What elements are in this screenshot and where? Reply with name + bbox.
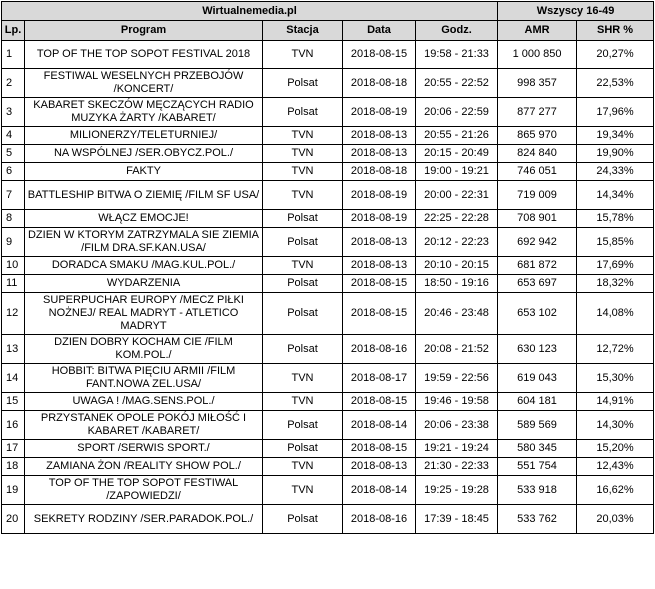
table-row — [2, 127, 654, 145]
group-header: Wszyscy 16-49 — [498, 2, 654, 21]
shr-value: 17,96% — [577, 98, 654, 127]
col-header-program: Program — [25, 21, 263, 41]
header-row-columns — [2, 21, 654, 41]
amr-value: 619 043 — [498, 364, 577, 393]
air-date: 2018-08-15 — [343, 440, 416, 458]
program-name: WŁĄCZ EMOCJE! — [25, 210, 263, 228]
amr-value: 865 970 — [498, 127, 577, 145]
amr-value: 604 181 — [498, 393, 577, 411]
station: TVN — [263, 163, 343, 181]
program-name: SUPERPUCHAR EUROPY /MECZ PIŁKI NOŻNEJ/ REAL MADRYT - ATLETICO MADRYT — [25, 293, 263, 335]
amr-value: 533 762 — [498, 505, 577, 534]
table-row — [2, 505, 654, 534]
station: Polsat — [263, 210, 343, 228]
shr-value: 19,90% — [577, 145, 654, 163]
ratings-table — [1, 1, 654, 534]
table-row — [2, 335, 654, 364]
amr-value: 824 840 — [498, 145, 577, 163]
air-time: 19:00 - 19:21 — [416, 163, 498, 181]
shr-value: 22,53% — [577, 69, 654, 98]
table-row — [2, 411, 654, 440]
shr-value: 12,72% — [577, 335, 654, 364]
air-date: 2018-08-15 — [343, 393, 416, 411]
amr-value: 681 872 — [498, 257, 577, 275]
row-number: 12 — [2, 293, 25, 335]
shr-value: 19,34% — [577, 127, 654, 145]
row-number: 3 — [2, 98, 25, 127]
amr-value: 877 277 — [498, 98, 577, 127]
program-name: UWAGA ! /MAG.SENS.POL./ — [25, 393, 263, 411]
station: Polsat — [263, 98, 343, 127]
program-name: FESTIWAL WESELNYCH PRZEBOJÓW /KONCERT/ — [25, 69, 263, 98]
table-row — [2, 393, 654, 411]
row-number: 20 — [2, 505, 25, 534]
air-date: 2018-08-15 — [343, 293, 416, 335]
amr-value: 708 901 — [498, 210, 577, 228]
amr-value: 746 051 — [498, 163, 577, 181]
amr-value: 580 345 — [498, 440, 577, 458]
col-header-data: Data — [343, 21, 416, 41]
air-date: 2018-08-13 — [343, 228, 416, 257]
program-name: SEKRETY RODZINY /SER.PARADOK.POL./ — [25, 505, 263, 534]
row-number: 4 — [2, 127, 25, 145]
amr-value: 589 569 — [498, 411, 577, 440]
air-time: 17:39 - 18:45 — [416, 505, 498, 534]
program-name: DORADCA SMAKU /MAG.KUL.POL./ — [25, 257, 263, 275]
air-date: 2018-08-14 — [343, 411, 416, 440]
station: Polsat — [263, 228, 343, 257]
air-time: 19:58 - 21:33 — [416, 41, 498, 69]
row-number: 17 — [2, 440, 25, 458]
program-name: DZIEN DOBRY KOCHAM CIE /FILM KOM.POL./ — [25, 335, 263, 364]
station: TVN — [263, 458, 343, 476]
air-time: 20:55 - 22:52 — [416, 69, 498, 98]
table-row — [2, 69, 654, 98]
station: TVN — [263, 393, 343, 411]
air-date: 2018-08-13 — [343, 458, 416, 476]
station: TVN — [263, 41, 343, 69]
air-date: 2018-08-13 — [343, 127, 416, 145]
table-body — [2, 41, 654, 534]
amr-value: 630 123 — [498, 335, 577, 364]
program-name: TOP OF THE TOP SOPOT FESTIVAL 2018 — [25, 41, 263, 69]
shr-value: 20,27% — [577, 41, 654, 69]
air-date: 2018-08-16 — [343, 335, 416, 364]
program-name: TOP OF THE TOP SOPOT FESTIWAL /ZAPOWIEDZI/ — [25, 476, 263, 505]
table-row — [2, 145, 654, 163]
station: TVN — [263, 181, 343, 210]
shr-value: 15,20% — [577, 440, 654, 458]
shr-value: 14,91% — [577, 393, 654, 411]
air-time: 18:50 - 19:16 — [416, 275, 498, 293]
table-row — [2, 210, 654, 228]
program-name: FAKTY — [25, 163, 263, 181]
air-time: 20:06 - 23:38 — [416, 411, 498, 440]
air-time: 20:08 - 21:52 — [416, 335, 498, 364]
table-row — [2, 364, 654, 393]
air-date: 2018-08-15 — [343, 275, 416, 293]
col-header-lp: Lp. — [2, 21, 25, 41]
station: TVN — [263, 127, 343, 145]
shr-value: 15,30% — [577, 364, 654, 393]
col-header-godz: Godz. — [416, 21, 498, 41]
station: TVN — [263, 257, 343, 275]
amr-value: 533 918 — [498, 476, 577, 505]
row-number: 8 — [2, 210, 25, 228]
row-number: 9 — [2, 228, 25, 257]
shr-value: 15,78% — [577, 210, 654, 228]
row-number: 15 — [2, 393, 25, 411]
amr-value: 551 754 — [498, 458, 577, 476]
station: Polsat — [263, 293, 343, 335]
row-number: 14 — [2, 364, 25, 393]
row-number: 5 — [2, 145, 25, 163]
air-date: 2018-08-13 — [343, 257, 416, 275]
air-time: 20:06 - 22:59 — [416, 98, 498, 127]
air-time: 19:25 - 19:28 — [416, 476, 498, 505]
table-row — [2, 163, 654, 181]
air-time: 20:12 - 22:23 — [416, 228, 498, 257]
air-date: 2018-08-17 — [343, 364, 416, 393]
row-number: 16 — [2, 411, 25, 440]
air-date: 2018-08-18 — [343, 69, 416, 98]
air-time: 20:15 - 20:49 — [416, 145, 498, 163]
station: Polsat — [263, 335, 343, 364]
shr-value: 14,34% — [577, 181, 654, 210]
row-number: 19 — [2, 476, 25, 505]
shr-value: 20,03% — [577, 505, 654, 534]
program-name: MILIONERZY/TELETURNIEJ/ — [25, 127, 263, 145]
row-number: 11 — [2, 275, 25, 293]
col-header-amr: AMR — [498, 21, 577, 41]
row-number: 1 — [2, 41, 25, 69]
air-time: 20:55 - 21:26 — [416, 127, 498, 145]
shr-value: 16,62% — [577, 476, 654, 505]
shr-value: 18,32% — [577, 275, 654, 293]
shr-value: 12,43% — [577, 458, 654, 476]
table-row — [2, 440, 654, 458]
table-row — [2, 181, 654, 210]
program-name: HOBBIT: BITWA PIĘCIU ARMII /FILM FANT.NOWA ZEL.USA/ — [25, 364, 263, 393]
air-date: 2018-08-14 — [343, 476, 416, 505]
table-row — [2, 275, 654, 293]
program-name: WYDARZENIA — [25, 275, 263, 293]
amr-value: 719 009 — [498, 181, 577, 210]
col-header-stacja: Stacja — [263, 21, 343, 41]
program-name: SPORT /SERWIS SPORT./ — [25, 440, 263, 458]
air-time: 20:46 - 23:48 — [416, 293, 498, 335]
air-date: 2018-08-18 — [343, 163, 416, 181]
air-date: 2018-08-19 — [343, 98, 416, 127]
shr-value: 17,69% — [577, 257, 654, 275]
row-number: 7 — [2, 181, 25, 210]
amr-value: 692 942 — [498, 228, 577, 257]
shr-value: 15,85% — [577, 228, 654, 257]
amr-value: 998 357 — [498, 69, 577, 98]
row-number: 10 — [2, 257, 25, 275]
table-row — [2, 228, 654, 257]
station: TVN — [263, 364, 343, 393]
air-date: 2018-08-15 — [343, 41, 416, 69]
station: Polsat — [263, 440, 343, 458]
row-number: 18 — [2, 458, 25, 476]
air-date: 2018-08-16 — [343, 505, 416, 534]
table-row — [2, 476, 654, 505]
station: TVN — [263, 145, 343, 163]
air-time: 19:59 - 22:56 — [416, 364, 498, 393]
col-header-shr: SHR % — [577, 21, 654, 41]
program-name: ZAMIANA ŻON /REALITY SHOW POL./ — [25, 458, 263, 476]
air-date: 2018-08-19 — [343, 181, 416, 210]
table-row — [2, 98, 654, 127]
row-number: 13 — [2, 335, 25, 364]
air-date: 2018-08-13 — [343, 145, 416, 163]
air-time: 21:30 - 22:33 — [416, 458, 498, 476]
air-time: 20:10 - 20:15 — [416, 257, 498, 275]
station: Polsat — [263, 275, 343, 293]
source-header: Wirtualnemedia.pl — [2, 2, 498, 21]
amr-value: 653 102 — [498, 293, 577, 335]
table-row — [2, 41, 654, 69]
table-row — [2, 257, 654, 275]
row-number: 6 — [2, 163, 25, 181]
amr-value: 653 697 — [498, 275, 577, 293]
amr-value: 1 000 850 — [498, 41, 577, 69]
station: Polsat — [263, 411, 343, 440]
row-number: 2 — [2, 69, 25, 98]
air-date: 2018-08-19 — [343, 210, 416, 228]
table-row — [2, 293, 654, 335]
shr-value: 14,30% — [577, 411, 654, 440]
header-row-top — [2, 2, 654, 21]
program-name: NA WSPÓLNEJ /SER.OBYCZ.POL./ — [25, 145, 263, 163]
air-time: 19:46 - 19:58 — [416, 393, 498, 411]
program-name: BATTLESHIP BITWA O ZIEMIĘ /FILM SF USA/ — [25, 181, 263, 210]
table-row — [2, 458, 654, 476]
air-time: 22:25 - 22:28 — [416, 210, 498, 228]
air-time: 20:00 - 22:31 — [416, 181, 498, 210]
program-name: DZIEN W KTORYM ZATRZYMALA SIE ZIEMIA /FILM DRA.SF.KAN.USA/ — [25, 228, 263, 257]
program-name: KABARET SKECZÓW MĘCZĄCYCH RADIO MUZYKA ŻARTY /KABARET/ — [25, 98, 263, 127]
station: TVN — [263, 476, 343, 505]
shr-value: 14,08% — [577, 293, 654, 335]
shr-value: 24,33% — [577, 163, 654, 181]
station: Polsat — [263, 69, 343, 98]
program-name: PRZYSTANEK OPOLE POKÓJ MIŁOŚĆ I KABARET /KABARET/ — [25, 411, 263, 440]
station: Polsat — [263, 505, 343, 534]
air-time: 19:21 - 19:24 — [416, 440, 498, 458]
